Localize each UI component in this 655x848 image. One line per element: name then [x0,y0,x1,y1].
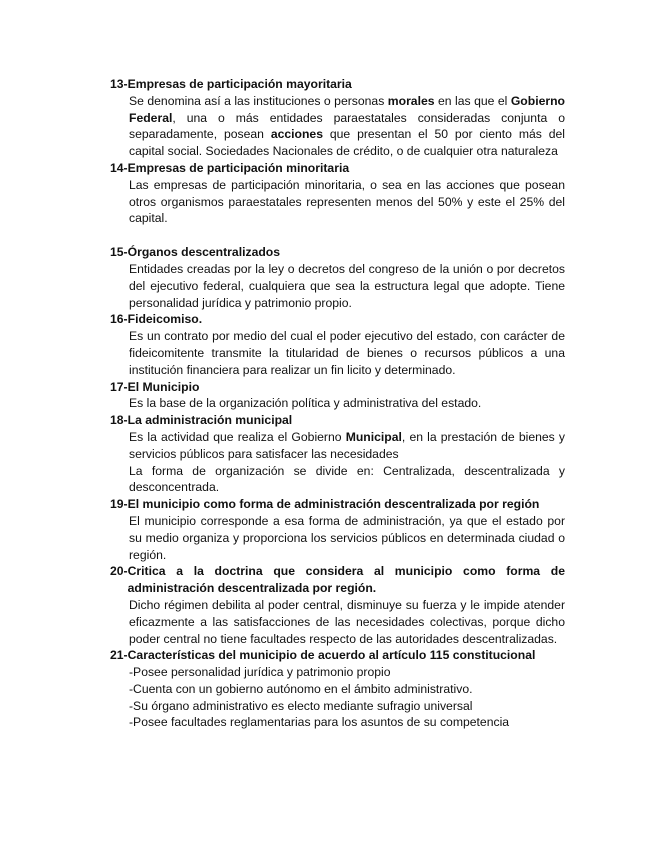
section-body [129,93,565,160]
section-item [110,244,565,311]
section-number: 17- [110,379,128,394]
body-paragraph [129,429,565,463]
section-heading [110,496,565,513]
section-heading [110,160,565,177]
bold-term: Municipal [345,429,402,444]
text-run: en las que el [434,93,511,108]
section-body [129,328,565,378]
section-title: Empresas de participación mayoritaria [127,77,352,91]
text-run: Entidades creadas por la ley o decretos del congreso de la unión o por decretos del ejecutivo federal, cualquiera que sea la estructura legal que adopte. Tiene personalidad jurídica y patrimonio propio. [129,261,565,310]
section-heading [110,379,565,396]
section-item [110,160,565,227]
bold-term: acciones [270,127,323,142]
section-heading [110,563,565,597]
section-heading [110,647,565,664]
section-heading [110,76,565,93]
section-item [110,563,565,647]
text-run: Es la base de la organización política y administrativa del estado. [129,396,482,411]
body-paragraph [129,93,565,160]
list-item: -Posee facultades reglamentarias para los asuntos de su competencia [129,715,510,730]
text-run: , una o más entidades paraestatales consideradas conjunta o separadamente, posean [129,110,565,142]
section-body [129,177,565,227]
section-body [129,261,565,311]
text-run: Es un contrato por medio del cual el poder ejecutivo del estado, con carácter de fideicomitente transmite la titularidad de bienes o recursos públicos a una institución financiera para realizar un fin licito y determinado. [129,329,565,377]
section-spacer [110,227,565,244]
text-run: que presentan el 50 por ciento más del capital social. Sociedades Nacionales de crédito, o de cualquier otra naturaleza [129,127,565,159]
section-item [110,496,565,563]
section-item [110,311,565,378]
text-run: La forma de organización se divide en: Centralizada, descentralizada y desconcentrada. [129,463,565,495]
characteristics-list [129,664,565,731]
text-run: Es la actividad que realiza el Gobierno [129,429,346,444]
section-number: 19- [110,497,128,512]
section-heading [110,244,565,261]
section-body [129,513,565,563]
section-title: El municipio como forma de administración descentralizada por región [127,497,540,512]
section-title: El Municipio [127,379,200,394]
body-paragraph [129,328,565,378]
bold-term: morales [387,93,435,108]
section-heading [110,412,565,429]
section-number: 14- [110,160,128,175]
section-item [110,412,565,496]
section-number: 18- [110,413,128,428]
body-paragraph [129,597,565,647]
section-number: 15- [110,245,128,260]
body-paragraph [129,177,565,227]
body-paragraph [129,463,565,497]
section-body [129,429,565,496]
body-paragraph [129,261,565,311]
section-title: Órganos descentralizados [127,245,281,260]
section-body [129,395,565,412]
section-number: 13- [110,77,128,91]
section-item [110,379,565,413]
text-run: Dicho régimen debilita al poder central, disminuye su fuerza y le impide atender eficazmente a las satisfacciones de las necesidades colectivas, porque dicho poder central no tiene facultades respecto de las autoridades descentralizadas. [129,597,565,646]
section-body [129,597,565,647]
list-item: -Cuenta con un gobierno autónomo en el ámbito administrativo. [129,681,473,696]
section-item [110,647,565,731]
section-number: 21- [110,648,128,663]
list-item: -Su órgano administrativo es electo mediante sufragio universal [129,698,473,713]
text-run: Se denomina así a las instituciones o personas [129,93,388,108]
text-run: Las empresas de participación minoritaria, o sea en las acciones que posean otros organismos paraestatales representen menos del 50% y este el 25% del capital. [129,177,565,226]
section-title: Fideicomiso. [127,312,203,327]
body-paragraph [129,513,565,563]
body-paragraph [129,395,565,412]
list-item: -Posee personalidad jurídica y patrimonio propio [129,665,391,680]
text-run: , en la prestación de bienes y servicios públicos para satisfacer las necesidades [129,429,566,461]
section-title: La administración municipal [127,413,293,428]
bold-term: Gobierno Federal [129,93,565,125]
section-number: 20- [110,564,128,579]
section-title: Características del municipio de acuerdo al artículo 115 constitucional [127,648,536,663]
section-title: Empresas de participación minoritaria [127,160,350,175]
text-run: El municipio corresponde a esa forma de administración, ya que el estado por su medio organiza y proporciona los servicios públicos en determinada ciudad o región. [129,513,565,562]
section-title: Critica a la doctrina que considera al municipio como forma de administración descentralizada por región. [127,564,565,596]
section-heading [110,311,565,328]
document-page [110,76,565,731]
section-item [110,76,565,160]
section-number: 16- [110,312,128,327]
